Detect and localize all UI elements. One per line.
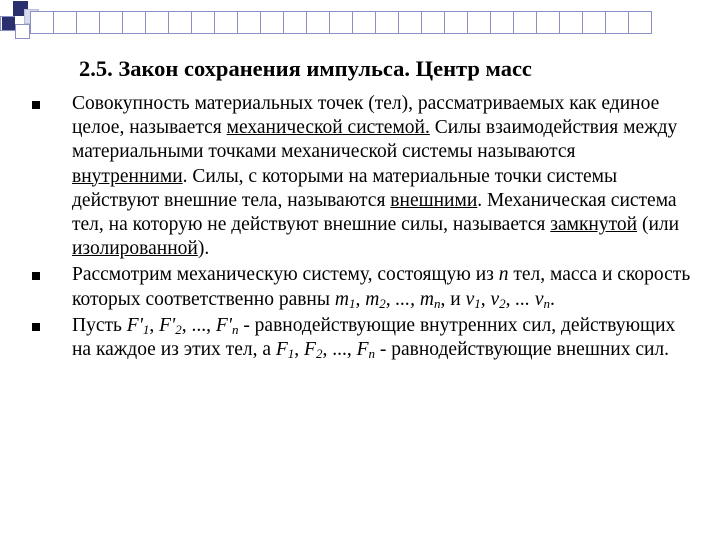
math-symbol: m [365, 288, 380, 310]
math-symbol: F' [215, 314, 232, 336]
decor-grid-cell [605, 11, 629, 34]
decor-grid-cell [122, 11, 146, 34]
decor-grid-cell [30, 11, 54, 34]
decor-grid-cell [329, 11, 353, 34]
math-symbol: n [434, 295, 441, 311]
text-run: (или [637, 214, 680, 236]
decor-grid-cell [191, 11, 215, 34]
math-symbol: m [419, 288, 434, 310]
math-symbol: , [355, 288, 366, 310]
text-run: Силы взаимодействия между материальными точками механической системы называются [72, 117, 678, 163]
text-run: , и [440, 288, 466, 310]
decor-grid-cell [76, 11, 100, 34]
decor-grid-cell [375, 11, 399, 34]
slide-title: 2.5. Закон сохранения импульса. Центр масс [79, 56, 532, 81]
math-symbol: 2 [315, 346, 323, 362]
decor-grid-cell [168, 11, 192, 34]
text-run: Рассмотрим механическую систему, состоящую из [72, 264, 499, 286]
math-symbol: v [534, 288, 544, 310]
math-symbol: v [490, 288, 500, 310]
math-symbol: m [334, 288, 349, 310]
term-underlined: изолированной [72, 238, 198, 260]
decor-grid-cell [306, 11, 330, 34]
math-symbol: , ..., [385, 288, 420, 310]
text-run: Совокупность материальных точек (тел), рассматриваемых как единое целое, называется [72, 93, 660, 139]
math-symbol: F [275, 339, 288, 361]
text-run: - равнодействующие внешних сил. [375, 339, 670, 361]
term-underlined: внутренними [72, 165, 183, 187]
decor-grid-cell [237, 11, 261, 34]
decor-grid-cell [398, 11, 422, 34]
text-run: Пусть [72, 314, 127, 336]
math-symbol: 1 [348, 295, 356, 311]
text-run: - равнодействующие внутренних сил, действующих на каждое из этих тел, а [72, 314, 676, 361]
decor-grid-cell [99, 11, 123, 34]
decor-grid-cell [283, 11, 307, 34]
decor-grid-cell [467, 11, 491, 34]
bullet-item [22, 92, 692, 261]
math-symbol: 2 [379, 295, 386, 311]
decor-grid-bar [30, 11, 651, 34]
math-symbol: , ... [505, 288, 535, 310]
bullet-item [22, 263, 692, 311]
bullet-text [72, 264, 690, 309]
decor-grid-cell [559, 11, 583, 34]
decor-grid-cell [53, 11, 77, 34]
bullet-item [22, 314, 692, 362]
math-symbol: F' [126, 314, 143, 336]
decor-square-dark-2 [2, 17, 15, 30]
term-underlined: механической системой. [226, 117, 430, 139]
decor-grid-cell [260, 11, 284, 34]
decor-grid-cell [444, 11, 468, 34]
decor-grid-cell [513, 11, 537, 34]
math-symbol: F [356, 339, 369, 361]
math-symbol: n [543, 295, 551, 311]
decor-grid-cell [490, 11, 514, 34]
term-underlined: внешними [390, 189, 478, 211]
math-symbol: , [480, 288, 491, 310]
math-symbol: n [498, 264, 509, 286]
text-run: , ..., [181, 314, 216, 336]
text-run: . [550, 288, 555, 310]
text-run: . Механическая система тел, на которую не действуют внешние силы, называется [72, 189, 677, 236]
bullet-square-icon [32, 101, 40, 109]
bullet-square-icon [32, 272, 40, 280]
text-run: , [294, 339, 305, 361]
decor-grid-cell [582, 11, 606, 34]
bullet-square-icon [32, 323, 40, 331]
bullet-text [72, 315, 675, 360]
decor-square-outline-2 [15, 24, 30, 39]
decor-grid-cell [352, 11, 376, 34]
text-run: , [149, 314, 160, 336]
text-run: ). [197, 238, 210, 260]
math-symbol: F' [159, 314, 176, 336]
math-symbol: 2 [499, 295, 506, 311]
math-symbol: 1 [474, 295, 481, 311]
math-symbol: 1 [142, 321, 150, 337]
math-symbol: 2 [175, 321, 182, 337]
math-symbol: n [231, 321, 239, 337]
decor-grid-cell [214, 11, 238, 34]
bullet-list [22, 92, 692, 364]
term-underlined: замкнутой [550, 214, 638, 236]
math-symbol: v [465, 288, 475, 310]
text-run: . Силы, с которыми на материальные точки системы действуют внешние тела, называются [72, 165, 618, 211]
decor-grid-cell [628, 11, 652, 34]
decor-grid-cell [536, 11, 560, 34]
math-symbol: 1 [287, 346, 295, 362]
text-run: тел, масса и скорость которых соответственно равны [72, 264, 691, 310]
decor-grid-cell [421, 11, 445, 34]
decor-grid-cell [145, 11, 169, 34]
text-run: , ..., [322, 339, 357, 361]
math-symbol: n [368, 346, 376, 362]
math-symbol: F [304, 339, 316, 361]
bullet-text [72, 93, 679, 259]
